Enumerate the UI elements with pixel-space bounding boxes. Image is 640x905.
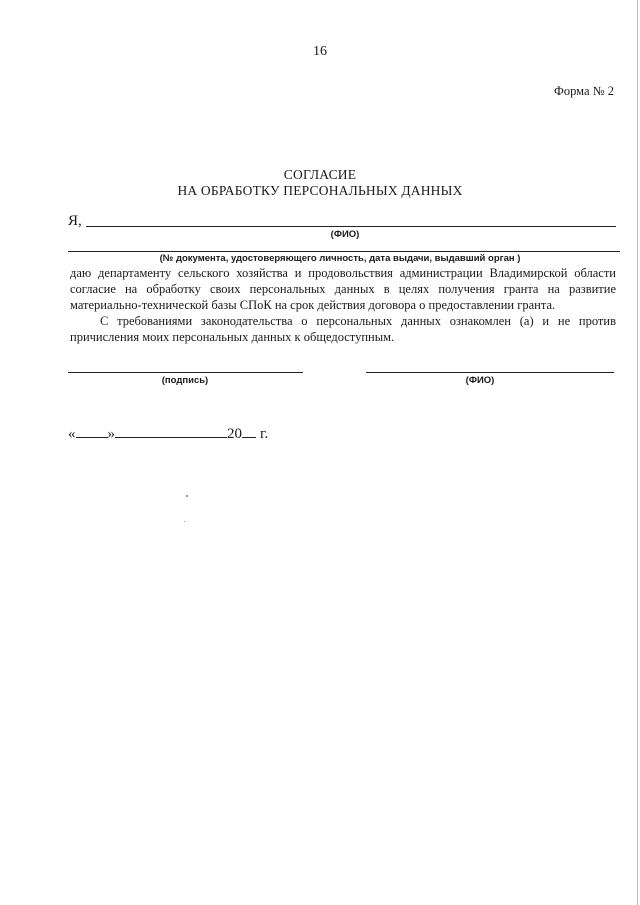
form-number: Форма № 2: [554, 84, 614, 98]
date-open-quote: «: [68, 426, 76, 442]
document-title: СОГЛАСИЕ: [283, 167, 357, 182]
date-month-field[interactable]: [115, 423, 227, 438]
date-year-field[interactable]: [242, 423, 256, 438]
page-edge: [637, 0, 638, 905]
date-year-prefix: 20: [227, 426, 242, 442]
date-day-field[interactable]: [76, 423, 108, 438]
date-line: [68, 423, 268, 443]
consent-paragraph: даю департаменту сельского хозяйства и продовольствия администрации Владимирской области согласие на обработку своих персональных данных в целях получения гранта на развитие материально-технической базы СПоК на срок действия договора о предоставлении гранта.: [70, 266, 616, 312]
document-field[interactable]: [68, 251, 620, 252]
fio-field[interactable]: [86, 226, 616, 227]
acknowledgement-paragraph: С требованиями законодательства о персональных данных ознакомлен (а) и не против причисления моих персональных данных к общедоступным.: [70, 314, 616, 344]
document-caption: (№ документа, удостоверяющего личность, дата выдачи, выдавший орган ): [159, 253, 521, 264]
fio-caption: (ФИО): [330, 229, 360, 240]
scan-speck: [184, 521, 185, 522]
signature-fio-field[interactable]: [366, 372, 614, 373]
scan-speck: [186, 495, 188, 497]
signature-fio-caption: (ФИО): [465, 375, 495, 386]
page-number: 16: [313, 44, 327, 59]
declarant-prefix: Я,: [68, 213, 82, 229]
date-close-quote: »: [107, 426, 115, 442]
date-year-suffix: г.: [260, 426, 269, 442]
signature-field[interactable]: [68, 372, 303, 373]
signature-caption: (подпись): [161, 375, 209, 386]
document-subtitle: НА ОБРАБОТКУ ПЕРСОНАЛЬНЫХ ДАННЫХ: [177, 183, 463, 198]
